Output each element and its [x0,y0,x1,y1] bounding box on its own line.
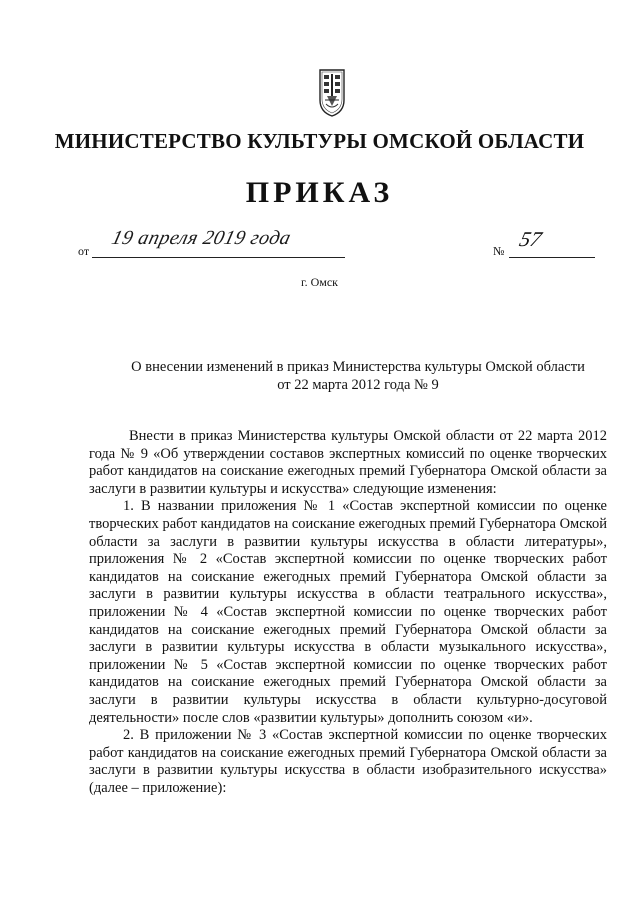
ministry-title: МИНИСТЕРСТВО КУЛЬТУРЫ ОМСКОЙ ОБЛАСТИ [54,129,585,153]
subject-line-2: от 22 марта 2012 года № 9 [277,377,439,393]
date-label: от [78,244,90,258]
subject-line-1: О внесении изменений в приказ Министерства культуры Омской области [131,359,585,375]
order-body [89,428,607,797]
item-1-paragraph: 1. В названии приложения № 1 «Состав экспертной комиссии по оценке творческих работ кандидатов на соискание ежегодных премий Губернатора Омской области за заслуги в развитии культуры искусства в области литературы», приложения № 2 «Состав экспертной комиссии по оценке творческих работ кандидатов на соискание ежегодных премий Губернатора Омской области за заслуги в развитии культуры искусства в области театрального искусства», приложении № 4 «Состав экспертной комиссии по оценке творческих работ кандидатов на соискание ежегодных премий Губернатора Омской области за заслуги в развитии культуры искусства в области музыкального искусства», приложении № 5 «Состав экспертной комиссии по оценке творческих работ кандидатов на соискание ежегодных премий Губернатора Омской области за заслуги в развитии культуры искусства в области культурно-досуговой деятельности» после слов «развитии культуры» дополнить союзом «и». [89,498,607,726]
intro-paragraph: Внести в приказ Министерства культуры Омской области от 22 марта 2012 года № 9 «Об утверждении составов экспертных комиссий по оценке творческих работ кандидатов на соискание ежегодных премий Губернатора Омской области за заслуги в развитии культуры и искусства» следующие изменения: [89,428,607,497]
number-underline [509,257,595,258]
coat-of-arms-icon [317,66,347,118]
handwritten-date: 19 апреля 2019 года [109,227,294,249]
item-2-paragraph: 2. В приложении № 3 «Состав экспертной комиссии по оценке творческих работ кандидатов на соискание ежегодных премий Губернатора Омской области за заслуги в развитии культуры искусства в области изобразительного искусства» (далее – приложение): [89,727,607,796]
document-type-title: ПРИКАЗ [245,176,394,209]
city: г. Омск [301,275,338,289]
number-label: № [493,244,505,258]
date-underline [92,257,345,258]
handwritten-number: 57 [517,227,545,251]
order-subject [110,358,606,394]
